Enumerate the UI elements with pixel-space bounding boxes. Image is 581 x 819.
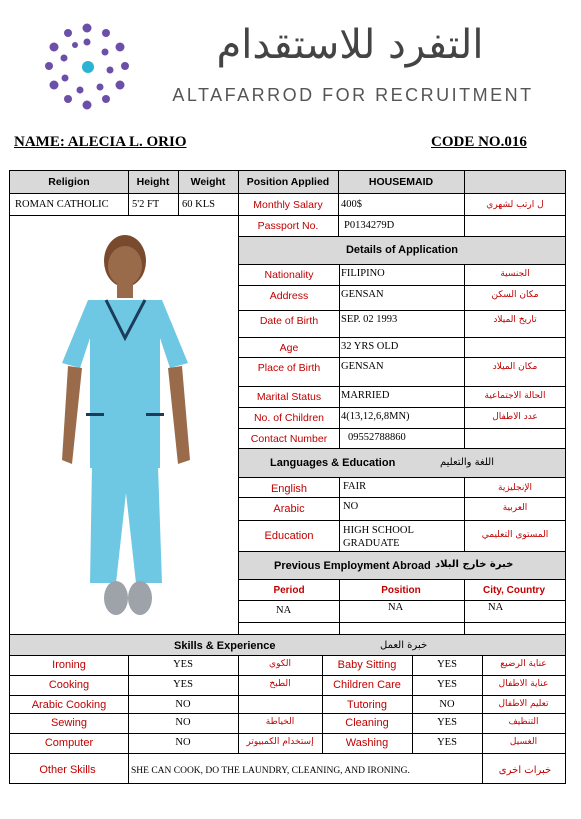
prev-header-city: City, Country (482, 585, 546, 596)
grid-line (128, 170, 129, 215)
grid-line (238, 310, 566, 311)
skill-label: Cleaning (345, 717, 389, 729)
grid-line (482, 655, 483, 753)
skill-ar: التنظيف (508, 717, 539, 727)
detail-label: Age (279, 342, 299, 354)
grid-line (464, 477, 465, 552)
logo-dots-icon (40, 20, 135, 115)
grid-line (339, 264, 340, 449)
skill-label: Washing (345, 737, 389, 749)
other-skills-ar: خبرات أخرى (498, 765, 552, 776)
detail-label: Address (269, 290, 309, 302)
grid-line (464, 264, 465, 449)
language-value: NO (343, 501, 359, 512)
skill-ar: عناية الأطفال (498, 679, 549, 689)
grid-line (238, 236, 566, 237)
detail-label: No. of Children (253, 412, 325, 424)
detail-value: GENSAN (341, 289, 384, 300)
grid-line (238, 448, 566, 449)
header-weight: Weight (190, 176, 226, 188)
grid-line (238, 600, 566, 601)
detail-ar: الحالة الاجتماعية (484, 391, 546, 401)
grid-line (338, 170, 339, 193)
detail-ar: عدد الأطفال (492, 412, 538, 422)
skill-value: NO (439, 699, 455, 710)
grid-line (238, 655, 239, 753)
skill-label: Arabic Cooking (31, 699, 107, 711)
grid-line (464, 170, 465, 237)
grid-line (464, 579, 465, 634)
grid-line (482, 753, 483, 784)
skill-value: YES (437, 659, 457, 670)
grid-line (339, 477, 340, 552)
skill-ar: عناية الرضيع (500, 659, 547, 669)
detail-value: 32 YRS OLD (341, 341, 399, 352)
detail-label: Marital Status (256, 391, 322, 403)
skill-label: Tutoring (347, 699, 387, 711)
detail-value: MARRIED (341, 390, 390, 401)
code-number: CODE NO.016 (431, 134, 527, 150)
grid-line (322, 655, 323, 753)
religion-value: ROMAN CATHOLIC (15, 199, 109, 210)
detail-value: SEP. 02 1993 (341, 314, 398, 325)
skill-ar: إستخدام الكمبيوتر (246, 737, 314, 747)
skill-label: Sewing (50, 717, 88, 729)
skill-ar: تعليم الأطفال (498, 699, 549, 709)
detail-ar: الجنسية (500, 269, 530, 279)
language-label: Arabic (273, 503, 305, 515)
skills-title-ar: خبرة العمل (380, 640, 428, 651)
grid-line (238, 170, 239, 635)
header-height: Height (136, 176, 170, 188)
passport-value: P0134279D (344, 220, 395, 231)
weight-value: 60 KLS (182, 199, 215, 210)
languages-title-ar: اللغة والتعليم (440, 457, 494, 468)
monthly-salary-value: 400$ (341, 199, 362, 210)
prev-header-period: Period (273, 585, 305, 596)
grid-line (9, 215, 566, 216)
detail-ar: تاريخ الميلاد (493, 315, 537, 325)
detail-ar: مكان الميلاد (492, 362, 538, 372)
detail-label: Nationality (264, 269, 314, 281)
skills-title: Skills & Experience (174, 640, 276, 652)
detail-value: 4(13,12,6,8MN) (341, 411, 410, 422)
prev-employment-title-ar: خبرة خارج البلاد (435, 559, 514, 570)
monthly-salary-label: Monthly Salary (253, 199, 323, 211)
language-label: English (270, 483, 308, 495)
language-ar: الإنجليزية (498, 483, 532, 493)
grid-line (238, 497, 566, 498)
language-ar: المستوى التعليمي (481, 530, 549, 540)
detail-label: Place of Birth (257, 362, 321, 374)
grid-line (412, 655, 413, 753)
language-ar: العربية (502, 503, 528, 513)
skill-value: NO (175, 717, 191, 728)
grid-line (338, 193, 339, 237)
grid-line (238, 386, 566, 387)
header-housemaid: HOUSEMAID (368, 176, 434, 188)
grid-line (339, 579, 340, 634)
logo-english-text: ALTAFARROD FOR RECRUITMENT (172, 85, 534, 105)
person-photo-icon (50, 228, 200, 623)
prev-value-period: NA (276, 605, 292, 616)
other-skills-value: SHE CAN COOK, DO THE LAUNDRY, CLEANING, AND IRONING. (131, 766, 410, 776)
skill-ar: الكوي (269, 659, 291, 669)
grid-line (238, 407, 566, 408)
grid-line (238, 477, 566, 478)
prev-value-position: NA (388, 602, 404, 613)
language-label: Education (264, 530, 314, 542)
detail-value: FILIPINO (341, 268, 385, 279)
candidate-name: NAME: ALECIA L. ORIO (14, 134, 187, 150)
detail-label: Contact Number (250, 433, 328, 445)
skill-value: NO (175, 737, 191, 748)
logo (40, 20, 550, 115)
grid-line (238, 428, 566, 429)
prev-header-position: Position (381, 585, 421, 596)
logo-arabic-text: التفرد للاستقدام (216, 22, 484, 68)
skill-ar: الغسيل (509, 737, 538, 747)
grid-line (178, 170, 179, 215)
passport-label: Passport No. (257, 220, 319, 232)
candidate-photo (50, 228, 200, 623)
header-position: Position Applied (246, 176, 330, 188)
skill-label: Computer (44, 737, 94, 749)
detail-label: Date of Birth (259, 315, 319, 327)
details-title: Details of Application (345, 244, 459, 256)
grid-line (238, 622, 566, 623)
detail-value: 09552788860 (348, 432, 406, 443)
skill-label: Ironing (52, 659, 86, 671)
grid-line (238, 551, 566, 552)
languages-title: Languages & Education (270, 457, 396, 469)
skill-label: Children Care (333, 679, 401, 691)
grid-line (128, 753, 129, 784)
skill-label: Baby Sitting (337, 659, 397, 671)
language-value: HIGH SCHOOL GRADUATE (343, 525, 414, 549)
height-value: 5'2 FT (132, 199, 160, 210)
skill-value: YES (173, 659, 193, 670)
monthly-salary-ar: ل ارتب لشهري (486, 200, 544, 210)
grid-line (238, 357, 566, 358)
prev-employment-title: Previous Employment Abroad (274, 560, 431, 572)
detail-ar: مكان السكن (491, 290, 539, 300)
grid-line (9, 634, 566, 635)
grid-line (238, 285, 566, 286)
grid-line (238, 264, 566, 265)
language-value: FAIR (343, 481, 367, 492)
grid-line (238, 579, 566, 580)
skill-value: YES (173, 679, 193, 690)
grid-line (238, 337, 566, 338)
prev-value-city: NA (488, 602, 504, 613)
skill-value: NO (175, 699, 191, 710)
skill-label: Cooking (48, 679, 90, 691)
grid-line (9, 193, 566, 194)
skill-value: YES (437, 679, 457, 690)
grid-line (238, 520, 566, 521)
skill-ar: الطبخ (269, 679, 291, 689)
skill-ar: الخياطة (265, 717, 295, 727)
other-skills-label: Other Skills (39, 764, 96, 776)
header-religion: Religion (48, 176, 90, 188)
skill-value: YES (437, 717, 457, 728)
detail-value: GENSAN (341, 361, 384, 372)
grid-line (128, 655, 129, 753)
skill-value: YES (437, 737, 457, 748)
